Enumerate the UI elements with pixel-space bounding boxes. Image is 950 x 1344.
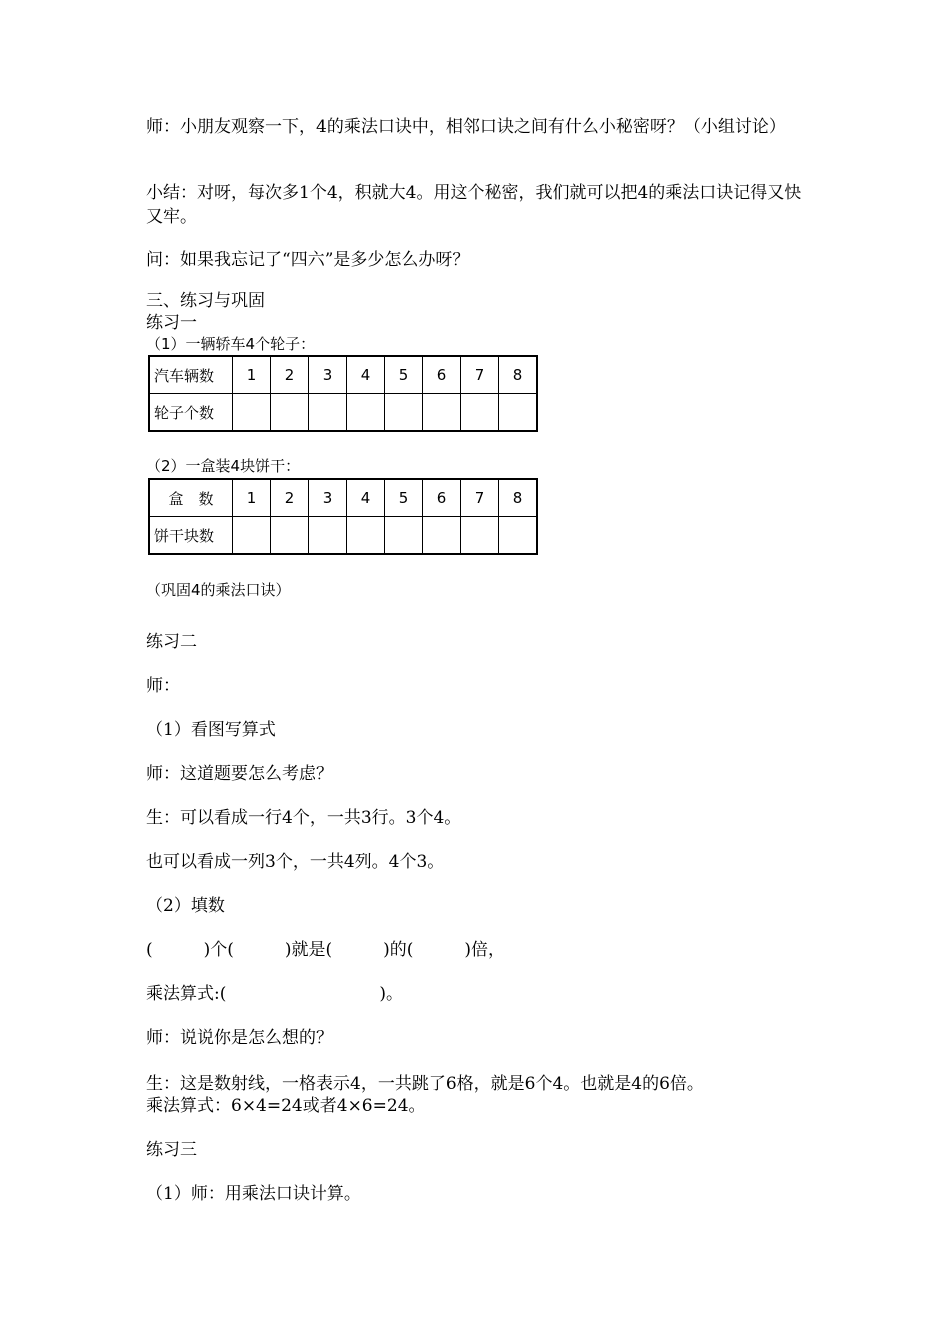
- blank-cell[interactable]: [461, 517, 499, 555]
- blank-cell[interactable]: [271, 394, 309, 432]
- student-answer-1: 生：可以看成一行4个，一共3行。3个4。: [146, 808, 462, 828]
- blank-cell[interactable]: [461, 394, 499, 432]
- cell-number: 2: [271, 356, 309, 394]
- blank-cell[interactable]: [309, 517, 347, 555]
- consolidate-note: （巩固4的乘法口诀）: [146, 581, 291, 599]
- row-label-cars: 汽车辆数: [149, 356, 233, 394]
- cell-number: 5: [385, 356, 423, 394]
- cell-number: 4: [347, 479, 385, 517]
- teacher-explain-question: 师：说说你是怎么想的？: [146, 1028, 333, 1048]
- cell-number: 5: [385, 479, 423, 517]
- table-row: [149, 517, 537, 555]
- blank-cell[interactable]: [423, 517, 461, 555]
- calculate-task: （1）师：用乘法口诀计算。: [146, 1184, 361, 1204]
- cell-number: 4: [347, 356, 385, 394]
- cell-number: 3: [309, 479, 347, 517]
- exercise-2-heading: 练习二: [146, 632, 197, 652]
- blank-cell[interactable]: [499, 394, 538, 432]
- question-2-biscuit: （2）一盒装4块饼干：: [146, 457, 301, 475]
- multiplication-formula-blank: 乘法算式:( )。: [146, 984, 403, 1004]
- cell-number: 1: [233, 479, 271, 517]
- blank-cell[interactable]: [271, 517, 309, 555]
- cell-number: 8: [499, 479, 538, 517]
- cell-number: 7: [461, 479, 499, 517]
- see-picture-task: （1）看图写算式: [146, 720, 276, 740]
- car-wheels-table: [148, 355, 538, 432]
- paragraph-teacher-question: 师：小朋友观察一下，4的乘法口诀中，相邻口诀之间有什么小秘密呀？（小组讨论）: [146, 117, 786, 137]
- student-answer-2: 也可以看成一列3个，一共4列。4个3。: [146, 852, 445, 872]
- table-row: [149, 356, 537, 394]
- row-label-wheels: 轮子个数: [149, 394, 233, 432]
- fill-blanks-line: ( )个( )就是( )的( )倍，: [146, 940, 506, 960]
- cell-number: 1: [233, 356, 271, 394]
- blank-cell[interactable]: [233, 517, 271, 555]
- student-number-line-answer: 生：这是数射线，一格表示4，一共跳了6格，就是6个4。也就是4的6倍。: [146, 1074, 704, 1094]
- section-heading: 三、练习与巩固: [146, 291, 265, 311]
- blank-cell[interactable]: [347, 394, 385, 432]
- row-label-boxes: 盒 数: [149, 479, 233, 517]
- teacher-label: 师：: [146, 676, 180, 696]
- blank-cell[interactable]: [385, 517, 423, 555]
- cell-number: 8: [499, 356, 538, 394]
- fill-numbers-task: （2）填数: [146, 896, 225, 916]
- cell-number: 2: [271, 479, 309, 517]
- table-row: [149, 479, 537, 517]
- multiplication-formula-answer: 乘法算式：6×4=24或者4×6=24。: [146, 1096, 426, 1116]
- biscuit-table: [148, 478, 538, 555]
- paragraph-summary: 小结：对呀，每次多1个4，积就大4。用这个秘密，我们就可以把4的乘法口诀记得又快又牢。: [146, 183, 802, 227]
- teacher-how-question: 师：这道题要怎么考虑？: [146, 764, 333, 784]
- exercise-3-heading: 练习三: [146, 1140, 197, 1160]
- cell-number: 3: [309, 356, 347, 394]
- blank-cell[interactable]: [309, 394, 347, 432]
- row-label-biscuits: 饼干块数: [149, 517, 233, 555]
- cell-number: 7: [461, 356, 499, 394]
- table-row: [149, 394, 537, 432]
- cell-number: 6: [423, 356, 461, 394]
- blank-cell[interactable]: [347, 517, 385, 555]
- blank-cell[interactable]: [423, 394, 461, 432]
- blank-cell[interactable]: [233, 394, 271, 432]
- paragraph-question: 问：如果我忘记了“四六”是多少怎么办呀？: [146, 250, 470, 270]
- cell-number: 6: [423, 479, 461, 517]
- exercise-1-heading: 练习一: [146, 313, 197, 333]
- blank-cell[interactable]: [499, 517, 538, 555]
- blank-cell[interactable]: [385, 394, 423, 432]
- question-1-car: （1）一辆轿车4个轮子：: [146, 335, 316, 353]
